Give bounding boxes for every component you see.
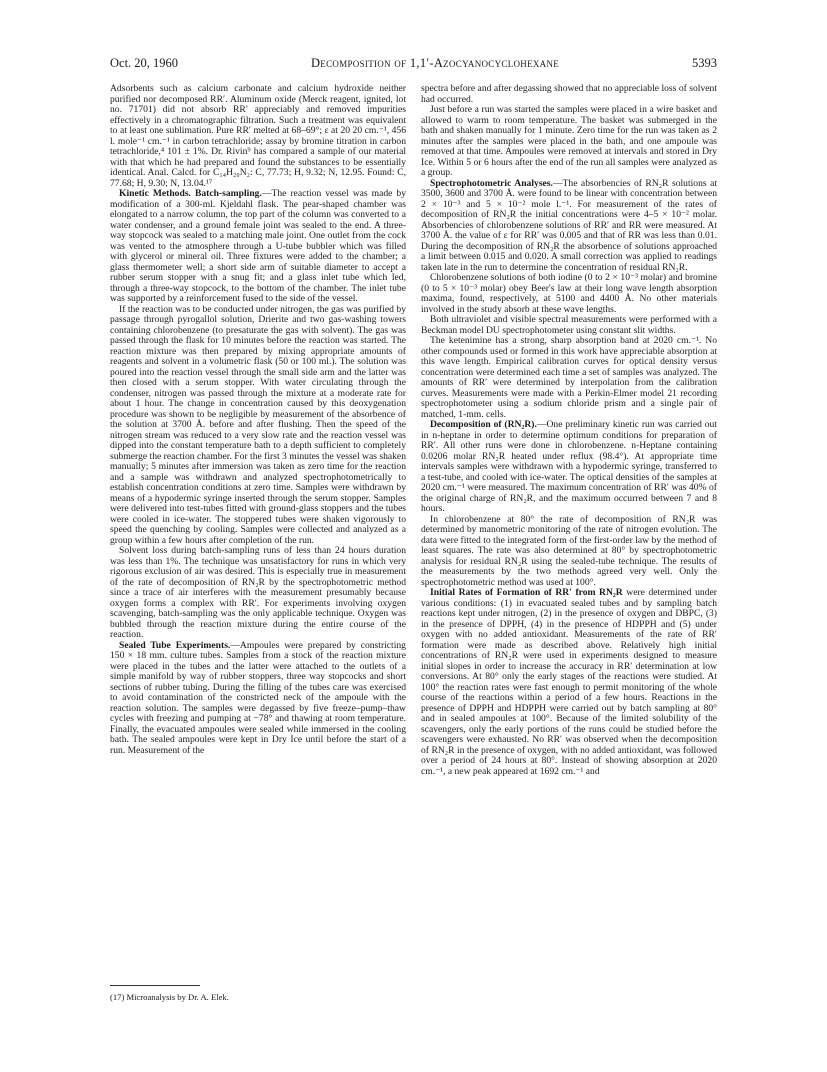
paragraph (110, 641, 406, 757)
paragraph-text: —The reaction vessel was made by modification of a 300-ml. Kjeldahl flask. The pear-shaped chamber was elongated to a narrow column, the top part of the column was converted to a water condenser, and a ground female joint was sealed to the end. A three-way stopcock was sealed to a matching male joint. One outlet from the cock was vented to the atmosphere through a U-tube bubbler which was filled with glycerol or mineral oil. Three fixtures were added to the chamber; a glass thermometer well; a short side arm of suitable diameter to accept a rubber serum stopper with a snug fit; and a glass inlet tube which led, through a three-way stopcock, to the bottom of the chamber. The inlet tube was supported by a reinforcement fused to the side of the vessel. (110, 188, 406, 304)
section-heading: Sealed Tube Experiments. (119, 639, 231, 651)
paragraph: Adsorbents such as calcium carbonate and calcium hydroxide neither purified nor decomposed RR′. Aluminum oxide (Merck reagent, ignited, lot no. 71701) did not absorb RR′ appreciably and removed impurities effectively in a chromatographic filtration. Such a treatment was equivalent to at least one sublimation. Pure RR′ melted at 68–69°; ε at 20 20 cm.⁻¹, 456 l. mole⁻¹ cm.⁻¹ in carbon tetrachloride; assay by bromine titration in carbon tetrachloride,⁴ 101 ± 1%. Dr. Rivin⁹ has compared a sample of our material with that which he had prepared and found the substances to be essentially identical. Anal. Calcd. for C₁₄H₂₀N₂: C, 77.73; H, 9.32; N, 12.95. Found: C, 77.68; H, 9.30; N, 13.04.¹⁷ (110, 83, 406, 189)
running-header (110, 56, 717, 74)
left-column (110, 84, 406, 756)
section-heading: Decomposition of (RN₂R). (430, 419, 537, 430)
paragraph: The ketenimine has a strong, sharp absorption band at 2020 cm.⁻¹. No other compounds used or formed in this work have appreciable absorption at this wave length. Empirical calibration curves for optical density versus concentration were determined each time a set of samples was analyzed. The amounts of RR′ were determined by interpolation from the calibration curves. Measurements were made with a Perkin-Elmer model 21 recording spectrophotometer using a sodium chloride prism and a single pair of matched, 1-mm. cells. (421, 335, 717, 420)
header-title: Decomposition of 1,1′-Azocyanocyclohexane (310, 56, 560, 70)
paragraph: Solvent loss during batch-sampling runs of less than 24 hours duration was less than 1%. The technique was unsatisfactory for runs in which very rigorous exclusion of air was desired. This is especially true in measurement of the rate of decomposition of RN₂R by the spectrophotometric method since a trace of air interferes with the measurement presumably because oxygen forms a complex with RR′. For experiments involving oxygen scavenging, batch-sampling was the only applicable technique. Oxygen was bubbled through the reaction mixture during the entire course of the reaction. (110, 545, 406, 640)
paragraph (421, 179, 717, 274)
section-heading: Initial Rates of Formation of RR′ from RN₂R (430, 587, 623, 598)
right-column (421, 84, 717, 777)
paragraph: If the reaction was to be conducted under nitrogen, the gas was purified by passage through pyrogallol solution, Drierite and two gas-washing towers containing chlorobenzene (to presaturate the gas with solvent). The gas was passed through the flask for 10 minutes before the reaction was started. The reaction mixture was then prepared by mixing appropriate amounts of reagents and solvent in a volumetric flask (50 or 100 ml.). The solution was poured into the reaction vessel through the small side arm and the latter was then closed with a serum stopper. With water circulating through the condenser, nitrogen was passed through the mixture at a moderate rate for about 1 hour. The change in concentration caused by this deoxygenation procedure was shown to be negligible by measurement of the absorbence of the solution at 3700 Å. before and after flushing. Then the speed of the nitrogen stream was reduced to a very slow rate and the reaction vessel was dipped into the constant temperature bath to a depth sufficient to completely submerge the reaction chamber. For the first 3 minutes the vessel was shaken manually; 5 minutes after immersion was taken as zero time for the reaction and a sample was withdrawn and analyzed spectrophotometrically to establish concentration conditions at zero time. Samples were withdrawn by means of a hypodermic syringe inserted through the serum stopper. Samples were delivered into test-tubes fitted with ground-glass stoppers and the tubes were cooled in ice-water. The stoppered tubes were shaken vigorously to speed the quenching by cooling. Samples were collected and analyzed as a group within a few hours after completion of the run. (110, 303, 406, 546)
paragraph: Chlorobenzene solutions of both iodine (0 to 2 × 10⁻³ molar) and bromine (0 to 5 × 10⁻³ molar) obey Beer's law at their long wave length absorption maxima, found, respectively, at 5100 and 4400 Å. No other materials involved in the study absorb at these wave lengths. (421, 272, 717, 315)
paragraph: In chlorobenzene at 80° the rate of decomposition of RN₂R was determined by manometric monitoring of the rate of nitrogen evolution. The data were fitted to the integrated form of the first-order law by the method of least squares. The rate was also determined at 80° by spectrophotometric analysis for residual RN₂R using the sealed-tube technique. The results of the measurements by the two methods agreed very well. Only the spectrophotometric method was used at 100°. (421, 513, 717, 588)
header-date: Oct. 20, 1960 (110, 56, 179, 70)
paragraph (421, 420, 717, 515)
paragraph: spectra before and after degassing showed that no appreciable loss of solvent had occurred. (421, 83, 717, 105)
paragraph-text: —Ampoules were prepared by constricting 150 × 18 mm. culture tubes. Samples from a stock of the reaction mixture were placed in the tubes and the latter were attached to the outlets of a simple manifold by way of rubber stoppers, three way stopcocks and short sections of rubber tubing. During the filling of the tubes care was exercised to avoid contamination of the constricted neck of the ampoule with the reaction solution. The samples were degassed by five freeze–pump–thaw cycles with freezing and pumping at −78° and thawing at room temperature. Finally, the evacuated ampoules were sealed while immersed in the cooling bath. The sealed ampoules were kept in Dry Ice until before the start of a run. Measurement of the (110, 639, 406, 756)
footnote-divider (110, 985, 200, 986)
paragraph-text: were determined under various conditions: (1) in evacuated sealed tubes and by sampling batch reactions kept under nitrogen, (2) in the presence of oxygen and DBPC, (3) in the presence of DPPH, (4) in the presence of HDPPH and (5) under oxygen with no added antioxidant. Measurements of the rate of RR′ formation were made as described above. Relatively high initial concentrations of RN₂R were used in experiments designed to measure initial slopes in order to increase the accuracy in RR′ determination at low conversions. At 80° only the early stages of the reactions were studied. At 100° the reaction rates were fast enough to permit monitoring of the whole course of the reactions within a period of a few hours. Reactions in the presence of DPPH and HDPPH were carried out by batch sampling at 80° and in sealed ampoules at 100°. Because of the limited solubility of the scavengers, only the early portions of the runs could be studied before the scavengers were exhausted. No RR′ was observed when the decomposition of RN₂R in the presence of oxygen, with no added antioxidant, was followed over a period of 24 hours at 80°. Instead of showing absorption at 2020 cm.⁻¹, a new peak appeared at 1692 cm.⁻¹ and (421, 587, 717, 777)
paragraph: Both ultraviolet and visible spectral measurements were performed with a Beckman model DU spectrophotometer using constant slit widths. (421, 314, 717, 336)
section-heading: Kinetic Methods. Batch-sampling. (119, 188, 262, 199)
paragraph: Just before a run was started the samples were placed in a wire basket and allowed to warm to room temperature. The basket was submerged in the bath and shaken manually for 1 minute. Zero time for the run was taken as 2 minutes after the samples were placed in the bath, and one ampoule was removed at that time. Ampoules were removed at intervals and stored in Dry Ice. Within 5 or 6 hours after the end of the run all samples were analyzed as a group. (421, 104, 717, 178)
header-page-number: 5393 (691, 56, 717, 70)
paragraph-text: —One preliminary kinetic run was carried out in n-heptane in order to determine optimum conditions for preparation of RR′. All other runs were done in chlorobenzene. n-Heptane containing 0.0206 molar RN₂R heated under reflux (98.4°). At appropriate time intervals samples were withdrawn with a hypodermic syringe, transferred to a test-tube, and cooled with ice-water. The optical densities of the samples at 2020 cm.⁻¹ were measured. The maximum concentration of RR′ was 40% of the original charge of RN₂R, and the maximum occurred between 7 and 8 hours. (421, 419, 717, 514)
footnote: (17) Microanalysis by Dr. A. Elek. (110, 992, 229, 1002)
section-heading: Spectrophotometric Analyses. (430, 177, 553, 189)
paragraph (421, 588, 717, 777)
paragraph-text: —The absorbencies of RN₂R solutions at 3500, 3600 and 3700 Å. were found to be linear with concentration between 2 × 10⁻³ and 5 × 10⁻² mole l.⁻¹. For measurement of the rates of decomposition of RN₂R the initial concentrations were 4–5 × 10⁻² molar. Absorbencies of chlorobenzene solutions of RR′ and RR were measured. At 3700 Å. the value of ε for RR′ was 0.005 and that of RR was less than 0.01. During the decomposition of RN₂R the absorbence of solutions approached a limit between 0.015 and 0.020. A small correction was applied to readings taken late in the run to determine the concentration of residual RN₂R. (421, 177, 718, 273)
paragraph (110, 189, 406, 305)
